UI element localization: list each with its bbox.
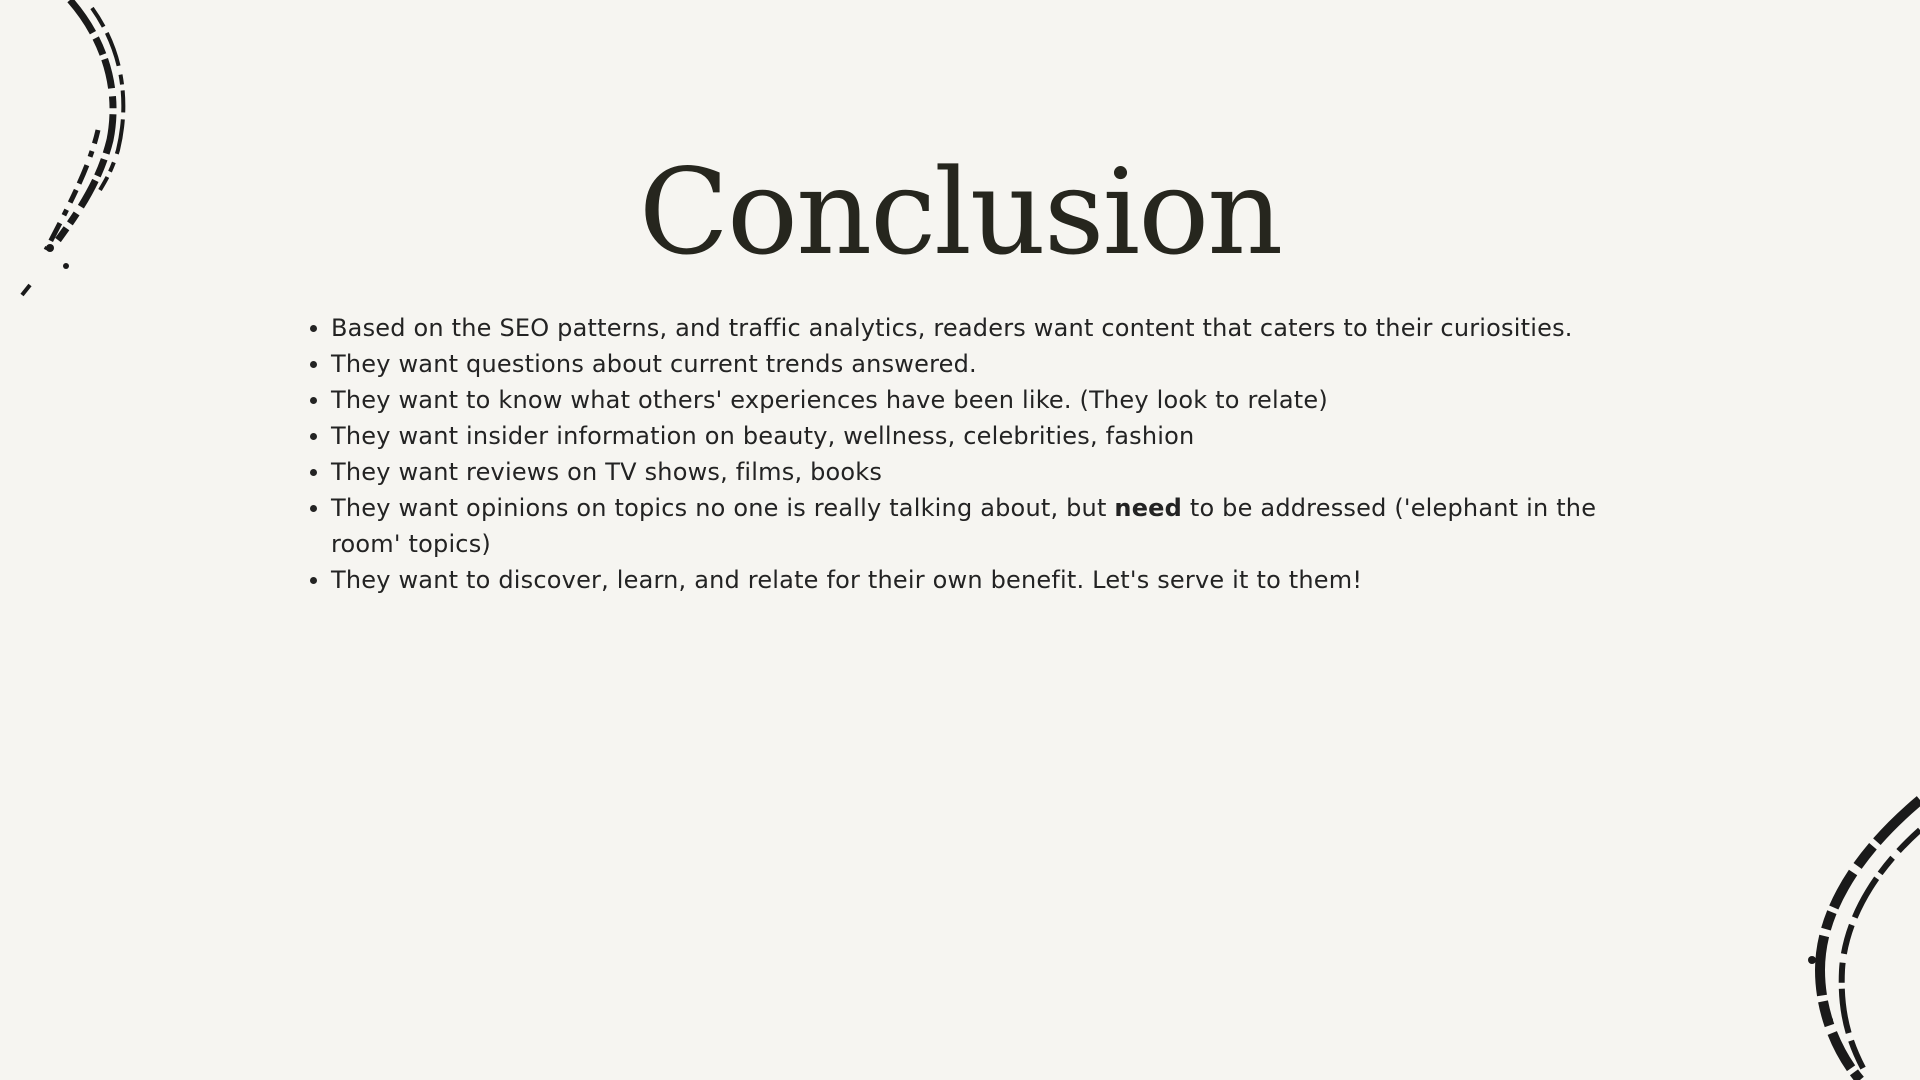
- bullet-dot-icon: [310, 577, 317, 584]
- bullet-dot-icon: [310, 505, 317, 512]
- conclusion-bullet-list: [331, 310, 1651, 598]
- list-item: [331, 562, 1651, 598]
- brush-arc-bottom-right-icon: [1790, 780, 1920, 1080]
- bullet-dot-icon: [310, 325, 317, 332]
- list-item: [331, 454, 1651, 490]
- page-title: Conclusion: [638, 143, 1282, 281]
- bullet-dot-icon: [310, 397, 317, 404]
- bullet-text: Based on the SEO patterns, and traffic analytics, readers want content that caters to their curiosities.: [331, 314, 1573, 342]
- bullet-text-before: They want opinions on topics no one is really talking about, but: [331, 494, 1115, 522]
- list-item: [331, 310, 1651, 346]
- bullet-text: They want reviews on TV shows, films, books: [331, 458, 883, 486]
- list-item: [331, 490, 1651, 562]
- list-item: [331, 418, 1651, 454]
- bullet-emphasis: need: [1114, 494, 1183, 522]
- bullet-dot-icon: [310, 469, 317, 476]
- bullet-text: They want to know what others' experiences have been like. (They look to relate): [331, 386, 1328, 414]
- bullet-text: They want to discover, learn, and relate for their own benefit. Let's serve it to them!: [331, 566, 1363, 594]
- list-item: [331, 346, 1651, 382]
- bullet-dot-icon: [310, 361, 317, 368]
- list-item: [331, 382, 1651, 418]
- bullet-text-after: to be addressed ('elephant in the room' topics): [331, 494, 1597, 558]
- bullet-text: They want questions about current trends answered.: [331, 350, 977, 378]
- bullet-text: They want insider information on beauty, wellness, celebrities, fashion: [331, 422, 1195, 450]
- bullet-dot-icon: [310, 433, 317, 440]
